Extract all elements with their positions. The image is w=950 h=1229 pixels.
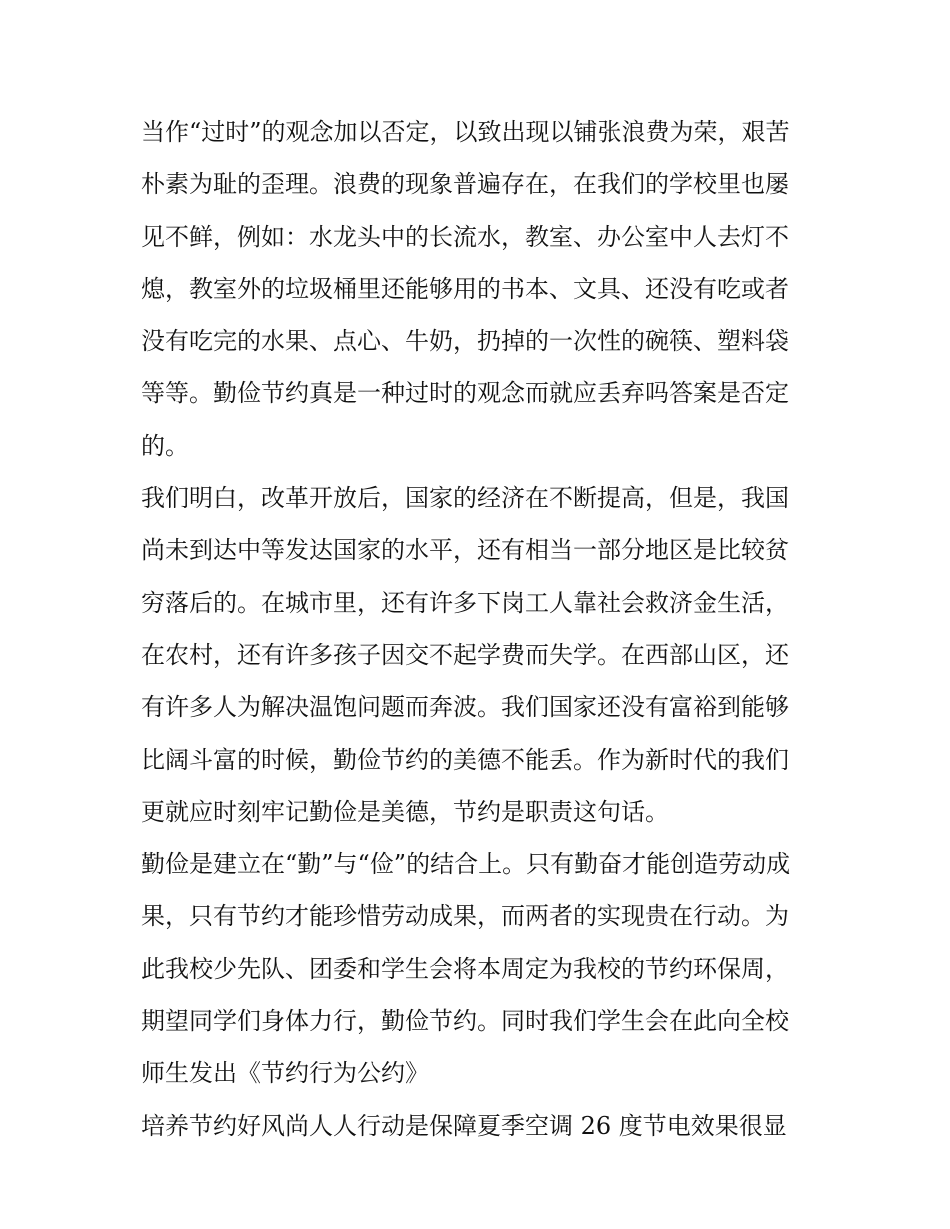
- text-line: 期望同学们身体力行，勤俭节约。同时我们学生会在此向全校: [141, 1007, 789, 1036]
- text-line: 朴素为耻的歪理。浪费的现象普遍存在，在我们的学校里也屡: [141, 170, 789, 199]
- text-line: 有许多人为解决温饱问题而奔波。我们国家还没有富裕到能够: [141, 693, 789, 722]
- text-line: 此我校少先队、团委和学生会将本周定为我校的节约环保周，: [141, 954, 789, 983]
- text-line: 尚未到达中等发达国家的水平，还有相当一部分地区是比较贫: [141, 536, 789, 565]
- text-line: 更就应时刻牢记勤俭是美德，节约是职责这句话。: [141, 797, 669, 826]
- text-line: 培养节约好风尚人人行动是保障夏季空调 26 度节电效果很显: [141, 1111, 787, 1140]
- text-line: 师生发出《节约行为公约》: [141, 1059, 429, 1088]
- text-line: 在农村，还有许多孩子因交不起学费而失学。在西部山区，还: [141, 640, 789, 669]
- body-text: [141, 106, 821, 1152]
- text-line: 熄，教室外的垃圾桶里还能够用的书本、文具、还没有吃或者: [141, 274, 789, 303]
- text-line: 勤俭是建立在“勤”与“俭”的结合上。只有勤奋才能创造劳动成: [141, 850, 791, 879]
- text-line: 当作“过时”的观念加以否定，以致出现以铺张浪费为荣，艰苦: [141, 118, 790, 146]
- text-line: 穷落后的。在城市里，还有许多下岗工人靠社会救济金生活，: [141, 588, 789, 617]
- text-line: 比阔斗富的时候，勤俭节约的美德不能丢。作为新时代的我们: [141, 745, 789, 774]
- text-line: 见不鲜，例如：水龙头中的长流水，教室、办公室中人去灯不: [141, 222, 789, 251]
- text-line: 我们明白，改革开放后，国家的经济在不断提高，但是，我国: [141, 484, 789, 513]
- text-line: 没有吃完的水果、点心、牛奶，扔掉的一次性的碗筷、塑料袋: [141, 327, 789, 356]
- text-line: 果，只有节约才能珍惜劳动成果，而两者的实现贵在行动。为: [141, 902, 789, 931]
- text-line: 的。: [141, 431, 189, 460]
- text-line: 等等。勤俭节约真是一种过时的观念而就应丢弃吗答案是否定: [141, 379, 789, 408]
